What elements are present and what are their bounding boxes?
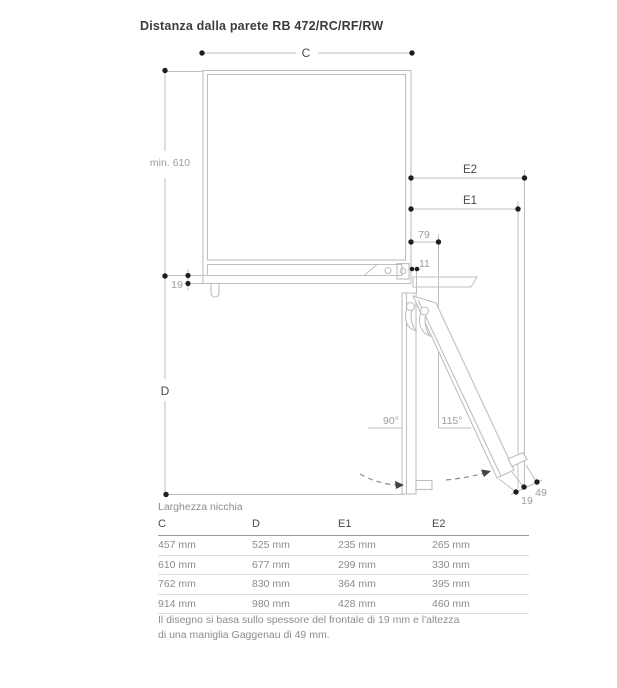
hinge-cup	[397, 264, 409, 280]
cell-c: 762 mm	[158, 578, 196, 590]
dim-label-d: D	[160, 384, 170, 398]
column-header-d: D	[252, 518, 260, 530]
angle-label-115: 115°	[441, 415, 463, 427]
hinge-detail-line	[364, 265, 377, 276]
front-panel-band	[208, 265, 403, 276]
dim-label-min610: min. 610	[149, 157, 191, 169]
cell-e1: 364 mm	[338, 578, 376, 590]
leveling-foot	[211, 284, 219, 298]
swing-arc-left	[360, 474, 397, 485]
door-90-handle	[416, 481, 432, 490]
cell-e1: 428 mm	[338, 597, 376, 610]
column-header-e1: E1	[338, 518, 352, 530]
cell-c: 457 mm	[158, 539, 196, 551]
dim-label-e1: E1	[462, 195, 478, 207]
hinge-cup-pin	[400, 268, 406, 274]
cell-e2: 265 mm	[432, 539, 470, 551]
table-row	[158, 575, 529, 595]
footnote-line-1: Il disegno si basa sullo spessore del frontale di 19 mm e l'altezza	[158, 614, 460, 626]
dim-label-49: 49	[535, 487, 547, 499]
table-header-row	[158, 518, 529, 536]
table-row	[158, 556, 529, 576]
cell-c: 914 mm	[158, 597, 196, 610]
dim-label-11: 11	[419, 258, 430, 270]
dim-line-min610	[165, 71, 203, 277]
cell-d: 830 mm	[252, 578, 290, 590]
dim-label-19-right: 19	[521, 495, 533, 507]
hinge-pivot-2	[421, 307, 429, 315]
page-title: Distanza dalla parete RB 472/RC/RF/RW	[140, 19, 384, 33]
footnote-line-2: di una maniglia Gaggenau di 49 mm.	[158, 629, 330, 642]
niche-width-table	[158, 501, 529, 614]
hinge-pivot-1	[407, 303, 415, 311]
column-header-c: C	[158, 518, 166, 530]
cell-e1: 235 mm	[338, 539, 376, 551]
countertop-strip	[413, 277, 477, 287]
angle-label-90: 90°	[383, 415, 399, 427]
dim-label-79: 79	[418, 229, 430, 241]
cell-d: 525 mm	[252, 539, 290, 551]
door-open-115	[413, 296, 527, 478]
table-row	[158, 536, 529, 556]
niche-inner	[208, 75, 406, 261]
cell-d: 677 mm	[252, 558, 290, 571]
cell-e2: 460 mm	[432, 597, 470, 610]
dim-label-c: C	[301, 46, 311, 60]
cell-e2: 330 mm	[432, 558, 470, 571]
swing-arc-right	[446, 474, 483, 481]
table-caption: Larghezza nicchia	[158, 501, 243, 513]
door-115-panel	[413, 296, 514, 478]
swing-arrow-right	[481, 470, 491, 478]
hinge-detail-pin	[385, 268, 391, 274]
column-header-e2: E2	[432, 518, 446, 530]
dim-label-19-left: 19	[171, 279, 183, 291]
cell-e2: 395 mm	[432, 578, 470, 590]
cabinet	[185, 71, 411, 298]
cell-d: 980 mm	[252, 597, 290, 610]
footnote	[158, 613, 548, 643]
cell-e1: 299 mm	[338, 558, 376, 571]
dim-label-e2: E2	[462, 164, 478, 176]
door-115-inner-line	[418, 300, 501, 476]
cell-c: 610 mm	[158, 558, 196, 571]
cabinet-outline	[203, 71, 411, 284]
dim-line-d	[165, 276, 403, 495]
table-row	[158, 595, 529, 615]
